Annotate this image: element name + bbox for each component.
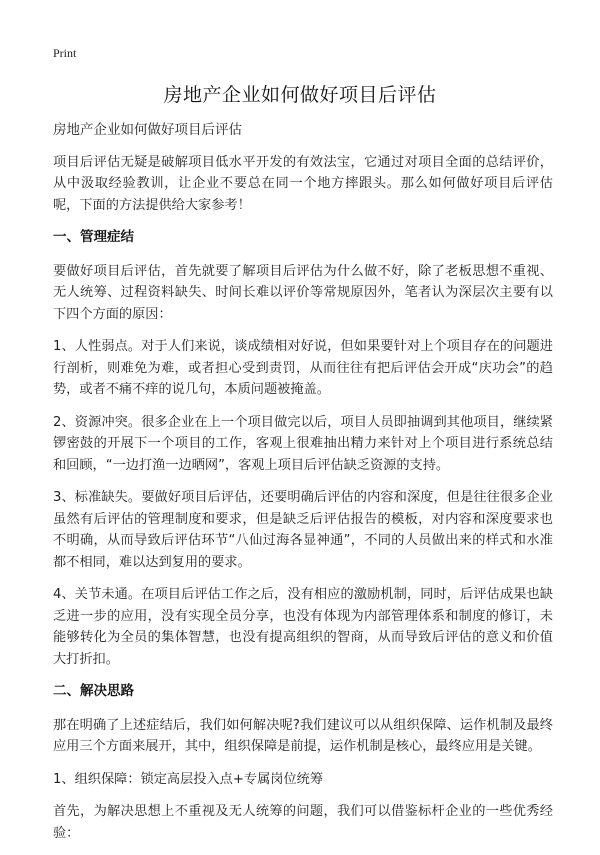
article-subtitle: 房地产企业如何做好项目后评估 bbox=[53, 122, 242, 138]
intro-paragraph: 项目后评估无疑是破解项目低水平开发的有效法宝，它通过对项目全面的总结评价，从中汲取经验教训，让企业不要总在同一个地方摔跟头。那么如何做好项目后评估呢，下面的方法提供给大家参考！ bbox=[53, 154, 553, 213]
page-title: 房地产企业如何做好项目后评估 bbox=[163, 84, 437, 106]
section-heading-solutions: 二、解决思路 bbox=[53, 683, 134, 699]
solution-subheading-1: 1、组织保障：锁定高层投入点+专属岗位统筹 bbox=[53, 771, 324, 787]
problem-item-3: 3、标准缺失。要做好项目后评估，还要明确后评估的内容和深度，但是往往很多企业虽然有后评估的管理制度和要求，但是缺乏后评估报告的模板，对内容和深度要求也不明确，从而导致后评估环节“八仙过海各显神通”，不同的人员做出来的样式和水准都不相同，难以达到复用的要求。 bbox=[53, 490, 553, 570]
section-heading-problems: 一、管理症结 bbox=[53, 229, 134, 245]
problem-item-2: 2、资源冲突。很多企业在上一个项目做完以后，项目人员即抽调到其他项目，继续紧锣密鼓的开展下一个项目的工作，客观上很难抽出精力来针对上个项目进行系统总结和回顾，“一边打渔一边晒网”，客观上项目后评估缺乏资源的支持。 bbox=[53, 414, 553, 473]
print-label[interactable]: Print bbox=[53, 46, 77, 60]
problem-item-4: 4、关节未通。在项目后评估工作之后，没有相应的激励机制，同时，后评估成果也缺乏进一步的应用，没有实现全员分享，也没有体现为内部管理体系和制度的修订，未能够转化为全员的集体智慧，也没有提高组织的智商，从而导致后评估的意义和价值大打折扣。 bbox=[53, 587, 553, 667]
section2-lead-paragraph: 那在明确了上述症结后，我们如何解决呢?我们建议可以从组织保障、运作机制及最终应用三个方面来展开，其中，组织保障是前提，运作机制是核心，最终应用是关键。 bbox=[53, 717, 553, 754]
solution-paragraph-1: 首先，为解决思想上不重视及无人统筹的问题，我们可以借鉴标杆企业的一些优秀经验： bbox=[53, 804, 553, 841]
problem-item-1: 1、人性弱点。对于人们来说，谈成绩相对好说，但如果要针对上个项目存在的问题进行剖析，则难免为难，或者担心受到责罚，从而往往有把后评估会开成“庆功会”的趋势，或者不痛不痒的说几句，本质问题被掩盖。 bbox=[53, 339, 553, 397]
section1-lead-paragraph: 要做好项目后评估，首先就要了解项目后评估为什么做不好，除了老板思想不重视、无人统筹、过程资料缺失、时间长难以评价等常规原因外，笔者认为深层次主要有以下四个方面的原因： bbox=[53, 263, 553, 322]
article-body bbox=[53, 120, 553, 855]
